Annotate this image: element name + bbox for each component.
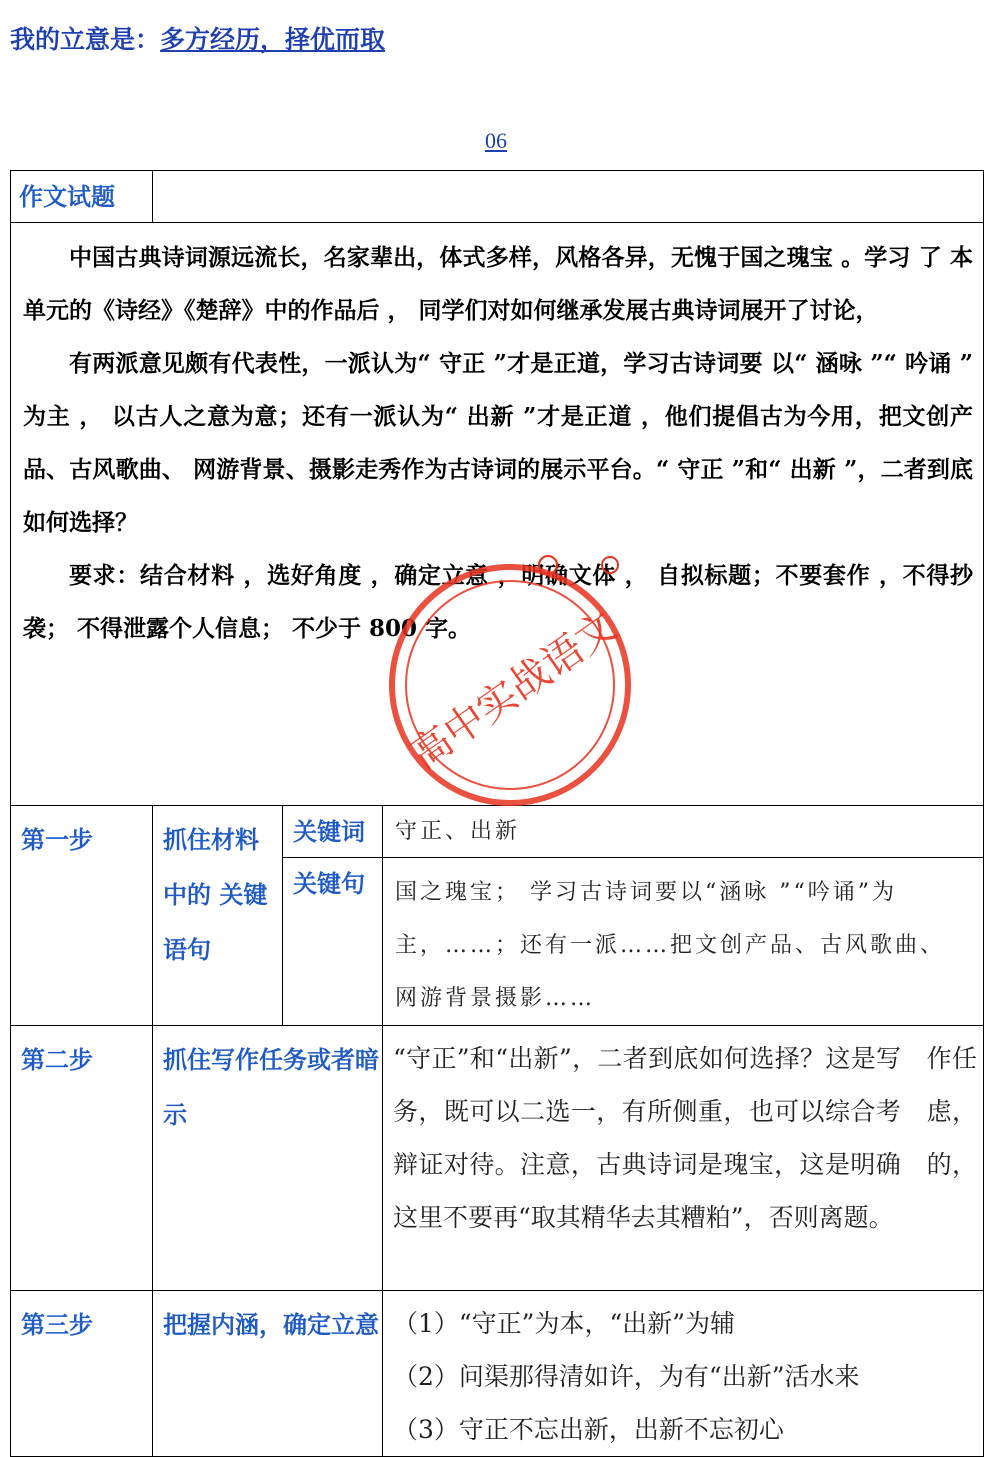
keyword-label: 关键词 — [293, 818, 365, 846]
step3-task-cell — [153, 1291, 383, 1457]
step3-label: 第三步 — [21, 1311, 93, 1339]
svg-text:高中实战语文: 高中实战语文 — [402, 603, 626, 779]
step1-task: 抓住材料中的 关键语句 — [163, 826, 268, 964]
step3-item-3: （3）守正不忘出新，出新不忘初心 — [393, 1415, 784, 1444]
step3-task: 把握内涵，确定立意 — [163, 1311, 379, 1339]
essay-analysis-table — [10, 170, 984, 1457]
step2-task: 抓住写作任务或者暗示 — [163, 1046, 379, 1129]
keyword-text-cell — [383, 806, 984, 858]
prompt-paragraph-3: 要求：结合材料 ，选好角度 ，确定立意 ，明确文体 ， 自拟标题；不要套作 ，不得抄袭； 不得泄露个人信息； 不少于 800 字。 — [23, 562, 974, 642]
keysentence-label-cell — [283, 858, 383, 1026]
thesis-label: 我的立意是： — [10, 25, 161, 54]
step2-text: “守正”和“出新”，二者到底如何选择？这是写 作任务，既可以二选一，有所侧重，也可以综合考 虑，辩证对待。注意，古典诗词是瑰宝，这是明确 的，这里不要再“取其精华去其糟粕”，否则离题。 — [393, 1044, 978, 1232]
step2-label-cell — [11, 1026, 153, 1291]
step3-label-cell — [11, 1291, 153, 1457]
step2-text-cell — [383, 1026, 984, 1291]
prompt-paragraph-2: 有两派意见颇有代表性，一派认为“ 守正 ”才是正道，学习古诗词要 以“ 涵咏 ”“ 吟诵 ” 为主 ， 以古人之意为意；还有一派认为“ 出新 ”才是正道 ，他们提倡古为今用，把文创产品、古风歌曲、 网游背景、摄影走秀作为古诗词的展示平台。“ 守正 ”和“ 出新 ”，二者到底如何选择？ — [23, 350, 974, 536]
step3-item-2: （2）问渠那得清如许，为有“出新”活水来 — [393, 1362, 860, 1391]
topic-header-cell — [11, 171, 153, 223]
thesis-answer: 多方经历，择优而取 — [160, 25, 386, 54]
step3-items-cell — [383, 1291, 984, 1457]
step1-label-cell — [11, 806, 153, 1026]
step1-task-cell — [153, 806, 283, 1026]
keysentence-label: 关键句 — [293, 870, 365, 898]
step1-label: 第一步 — [21, 826, 93, 854]
keyword-label-cell — [283, 806, 383, 858]
page-number: 06 — [485, 128, 507, 153]
topic-label: 作文试题 — [19, 183, 115, 211]
keysentence-text: 国之瑰宝； 学习古诗词要以“涵咏 ”“吟诵”为 主，……；还有一派……把文创产品、古风歌曲、 网游背景摄影…… — [395, 880, 946, 1011]
thesis-line — [10, 20, 463, 56]
step2-label: 第二步 — [21, 1046, 93, 1074]
step2-task-cell — [153, 1026, 383, 1291]
essay-prompt — [11, 223, 984, 806]
keysentence-text-cell — [383, 858, 984, 1026]
topic-header-blank — [153, 171, 984, 223]
keyword-text: 守正、出新 — [395, 819, 521, 844]
prompt-paragraph-1: 中国古典诗词源远流长，名家辈出，体式多样，风格各异，无愧于国之瑰宝 。学习 了 本单元的《诗经》《楚辞》中的作品后 ， 同学们对如何继承发展古典诗词展开了讨论， — [23, 244, 974, 324]
step3-item-1: （1）“守正”为本，“出新”为辅 — [393, 1309, 736, 1338]
